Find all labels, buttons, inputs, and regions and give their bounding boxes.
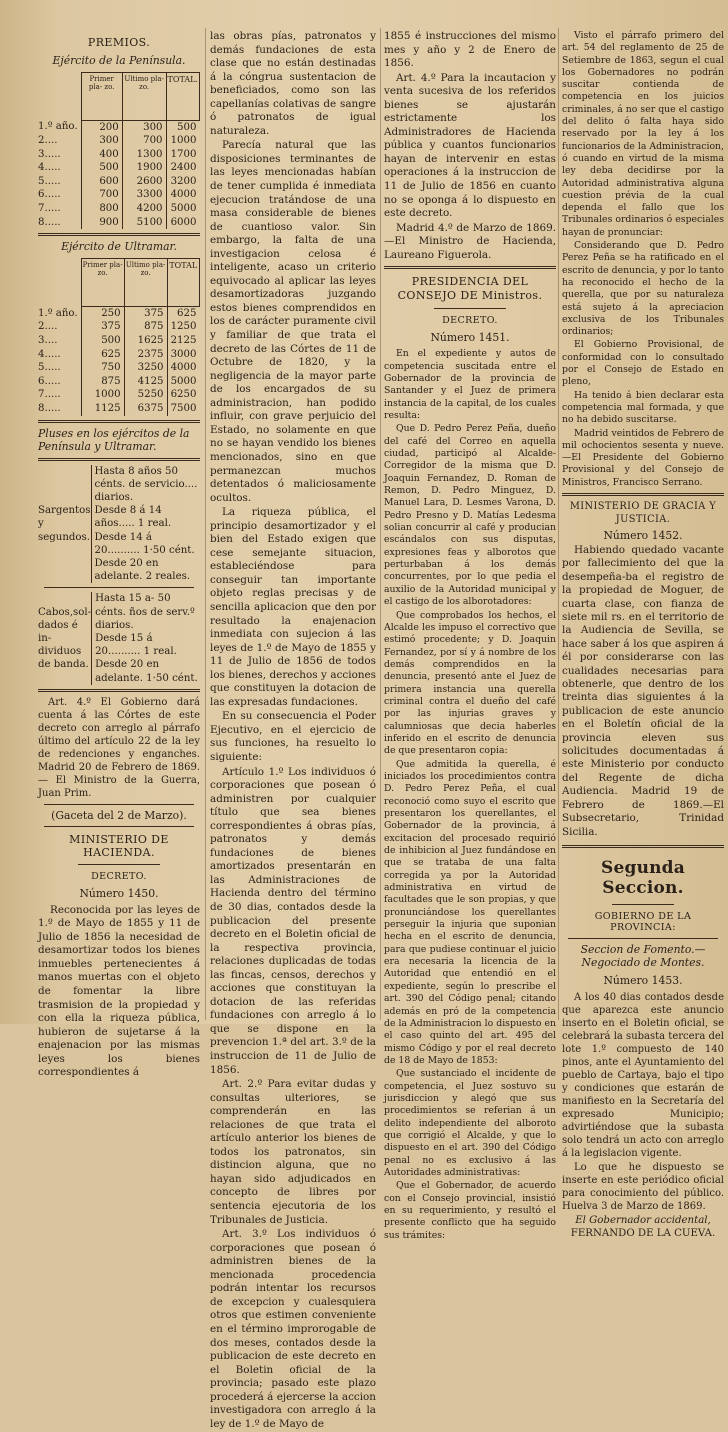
gaceta-note: (Gaceta del 2 de Marzo). [51, 808, 187, 822]
table-cell: 3000 [167, 348, 199, 362]
divider [434, 308, 506, 309]
table-cell: 3200 [166, 175, 199, 189]
paragraph: Que D. Pedro Perez Peña, dueño del café del Correo en aquella ciudad, participó al Alcalde-Corregidor de la misma que D. Joaquin Fernandez, D. Roman de Remon, D. Pedro Minguez, D. Manuel Lara, D. Lesmes Varona, D. Pedro Presno y D. Matías Ledesma solian concurrir al café y producian escándalos con sus disputas, expresiones feas y alborotos que perturbaban á los demás concurrentes, por lo que pedia el auxilio de la Autoridad municipal y el castigo de los alborotadores: [384, 423, 556, 608]
numero-1450: Número 1450. [79, 886, 159, 900]
row-label: 3.... [38, 334, 58, 346]
plus-row: Desde 15 á 20.......... 1 real. [95, 632, 177, 658]
table-row [38, 148, 200, 162]
table-cell: 375 [124, 306, 167, 320]
table-row [38, 120, 200, 134]
table-cell: 6000 [166, 216, 199, 230]
column-3 [384, 30, 556, 1243]
table-cell: 5000 [166, 202, 199, 216]
plus-row: Desde 14 á 20.......... 1·50 cént. [94, 531, 195, 556]
col-header: Ultimo pla- zo. [124, 258, 167, 306]
cabos-table [38, 592, 200, 684]
table-row [38, 188, 200, 202]
table-cell: 500 [81, 334, 124, 348]
table-cell: 875 [81, 375, 124, 389]
plus-row: Hasta 8 años 50 cénts. de servicio.... diarios. [94, 465, 198, 503]
table-cell: 900 [81, 216, 122, 230]
paragraph: Habiendo quedado vacante por fallecimiento del que la desempeña-ba el registro de la propiedad de Moguer, de cuarta clase, con fianza de siete mil rs. en el territorio de la Audiencia de Sevilla, se hace saber á los que aspiren á él por considerarse con las cualidades necesarias para obtenerle, que dentro de los treinta dias siguientes á la publicacion de este anuncio en el Boletín oficial de la provincia eleven sus solicitudes documentadas á este Ministerio por conducto del Regente de dicha Audiencia. Madrid 19 de Febrero de 1869.—El Subsecretario, Trinidad Sicilia. [562, 543, 724, 838]
row-label: 6..... [38, 189, 61, 201]
peninsula-title: Ejército de la Península. [52, 54, 186, 67]
row-label: 8..... [38, 402, 61, 414]
table-row [38, 216, 200, 230]
divider [612, 904, 674, 905]
divider [38, 689, 200, 692]
table-cell: 500 [81, 161, 122, 175]
paragraph: Que admitida la querella, é iniciados los procedimientos contra D. Pedro Perez Peña, el cual reconoció como suyo el escrito que presentaron los querellantes, el Gobernador de la provincia, á excitacion del procesado requirió de inhibicion al Juez fundándose en que se trataba de una falta corregida ya por la Autoridad administrativa en virtud de facultades que le son propias, y que pronunciándose los querellantes perseguir la injuria que suponian hecha en el escrito de denuncia, para que pudiese continuar el juicio era necesaria la licencia de la Autoridad que entendió en el expediente, según lo prescribe el art. 390 del Código penal; citando además en pró de la competencia de la Administracion lo dispuesto en el caso quinto del art. 495 del mismo Código y por el real decreto de 18 de Mayo de 1853: [384, 758, 556, 1066]
table-cell: 6375 [124, 402, 167, 416]
signature-name: FERNANDO DE LA CUEVA. [570, 1227, 716, 1239]
paragraph: La riqueza pública, el principio desamortizador y el bien del Estado exigen que cese semejante situacion, estableciéndose para conseguir tan importante objeto reglas precisas y de sencilla aplicacion que den por resultado la enajenacion inmediata con sujecion á las leyes de 1.º de Mayo de 1855 y 11 de Julio de 1856 de todos los bienes, derechos y acciones que constituyen la dotacion de las expresadas fundaciones. [210, 506, 376, 708]
divider [38, 420, 200, 423]
gobierno-heading: GOBIERNO DE LA PROVINCIA: [594, 910, 692, 933]
table-cell: 6250 [167, 388, 199, 402]
table-cell: 3300 [122, 188, 166, 202]
row-label: 4..... [38, 348, 61, 360]
table-cell: 1900 [122, 161, 166, 175]
table-cell: 1700 [166, 148, 199, 162]
table-cell: 750 [81, 361, 124, 375]
divider [44, 804, 194, 805]
ministerio-gracia-heading: MINISTERIO DE GRACIA Y JUSTICIA. [569, 500, 717, 525]
peninsula-table [38, 72, 200, 230]
decreto-heading: DECRETO. [91, 870, 147, 882]
ultramar-title: Ejército de Ultramar. [61, 240, 177, 254]
paragraph: El Gobierno Provisional, de conformidad con lo consultado por el Consejo de Estado en pleno, [562, 339, 724, 388]
divider [562, 845, 724, 848]
plus-row: Desde 8 á 14 años..... 1 real. [94, 505, 172, 530]
table-row [38, 161, 200, 175]
row-label: 7..... [38, 203, 61, 215]
col-header: Ultimo pla- zo. [122, 72, 166, 120]
col-header: TOTAL. [166, 72, 199, 120]
row-label: 8..... [38, 216, 61, 228]
table-row [38, 402, 200, 416]
paragraph: Reconocida por las leyes de 1.º de Mayo de 1855 y 11 de Julio de 1856 la necesidad de desamortizar todos los bienes inmuebles pertenecientes á manos muertas con el objeto de fomentar la libre trasmision de la propiedad y con ella la riqueza pública, hubieron de sujetarse á la enajenacion por las mismas leyes los bienes correspondientes á [38, 903, 200, 1079]
divider [44, 587, 194, 588]
paragraph: 1855 é instrucciones del mismo mes y año y 2 de Enero de 1856. [384, 30, 556, 70]
numero-1452: Número 1452. [603, 528, 683, 542]
paragraph: En su consecuencia el Poder Ejecutivo, en el ejercicio de sus funciones, ha resuelto lo siguiente: [210, 710, 376, 763]
divider [568, 938, 718, 939]
table-cell: 1000 [166, 134, 199, 148]
table-row [38, 134, 200, 148]
table-cell: 800 [81, 202, 122, 216]
table-cell: 300 [81, 134, 122, 148]
paragraph: Art. 2.º Para evitar dudas y consultas ulteriores, se comprenderán en las relaciones de que trata el artículo anterior los bienes de todos los patronatos, sin distincion alguna, que no hayan sido adjudicados en concepto de libres por sentencia ejecutoria de los Tribunales de Justicia. [210, 1078, 376, 1226]
table-cell: 200 [81, 120, 122, 134]
table-cell: 625 [167, 306, 199, 320]
divider [384, 266, 556, 269]
table-cell: 2400 [166, 161, 199, 175]
table-row [38, 202, 200, 216]
sargentos-table [38, 465, 200, 584]
column-divider [558, 28, 559, 1020]
paragraph: Visto el párrafo primero del art. 54 del reglamento de 25 de Setiembre de 1863, segun el cual los Gobernadores no podrán suscitar contienda de competencia en los juicios criminales, á no ser que el castigo del delito ó falta haya sido reservado por la ley á los funcionarios de la Administracion, ó cuando en virtud de la misma ley deba decidirse por la Autoridad administrativa alguna cuestion prévia de la cual dependa el fallo que los Tribunales ordinarios ó especiales hayan de pronunciar: [562, 30, 724, 238]
row-label: 1.º año. [38, 121, 78, 133]
paragraph: En el expediente y autos de competencia suscitada entre el Gobernador de la provincia de Santander y el Juez de primera instancia de la capital, de los cuales resulta: [384, 348, 556, 422]
row-label: 2.... [38, 321, 58, 333]
numero-1451: Número 1451. [430, 331, 510, 345]
table-cell: 5100 [122, 216, 166, 230]
row-label: 1.º año. [38, 307, 78, 319]
row-label: 5..... [38, 362, 61, 374]
paragraph: Art. 4.º Para la incautacion y venta sucesiva de los referidos bienes se ajustarán estrictamente los Administradores de Hacienda pública y cuantos funcionarios hayan de intervenir en estas operaciones á la instruccion de 11 de Julio de 1856 en cuanto no se oponga á lo dispuesto en este decreto. [384, 71, 556, 220]
table-cell: 4000 [166, 188, 199, 202]
column-1 [38, 30, 200, 1081]
paragraph: Ha tenido á bien declarar esta competencia mal formada, y que no ha debido suscitarse. [562, 389, 724, 426]
table-row [38, 175, 200, 189]
numero-1453: Número 1453. [603, 973, 683, 987]
row-label: 4..... [38, 162, 61, 174]
paragraph: Madrid 4.º de Marzo de 1869.—El Ministro de Hacienda, Laureano Figuerola. [384, 221, 556, 261]
table-cell: 300 [122, 120, 166, 134]
table-row [38, 334, 200, 348]
divider [78, 864, 160, 865]
divider [562, 493, 724, 496]
table-row [38, 306, 200, 320]
sargentos-label: Sargentos y segundos. [38, 465, 91, 584]
paragraph: Considerando que D. Pedro Perez Peña se ha ratificado en el escrito de denuncia, y por lo tanto ha reconocido el hecho de la querella, que por su naturaleza está sujeto á la apreciacion exclusiva de los Tribunales ordinarios; [562, 240, 724, 338]
signature-title: El Gobernador accidental, [575, 1214, 711, 1226]
plus-row: Desde 20 en adelante. 2 reales. [94, 557, 191, 583]
table-cell: 700 [122, 134, 166, 148]
table-cell: 250 [81, 306, 124, 320]
pluses-title: Pluses en los ejércitos de la Península y Ultramar. [38, 426, 190, 453]
column-2 [210, 30, 376, 1432]
table-cell: 4000 [167, 361, 199, 375]
table-cell: 5250 [124, 388, 167, 402]
table-row [38, 320, 200, 334]
row-label: 5..... [38, 175, 61, 187]
table-cell: 2125 [167, 334, 199, 348]
table-cell: 375 [81, 320, 124, 334]
cabos-label: Cabos,sol- dados é in- dividuos de banda. [38, 592, 92, 684]
col-header: TOTAL [167, 258, 199, 306]
table-cell: 2600 [122, 175, 166, 189]
table-cell: 700 [81, 188, 122, 202]
table-cell: 600 [81, 175, 122, 189]
paragraph: A los 40 dias contados desde que aparezca este anuncio inserto en el Boletin oficial, se celebrará la subasta tercera del lote 1.º compuesto de 140 pinos, ante el Ayuntamiento del pueblo de Cartaya, bajo el tipo y condiciones que estarán de manifiesto en la Secretaría del expresado Municipio; advirtiéndose que la subasta solo tendrá un acto con arreglo á la legislacion vigente. [562, 991, 724, 1159]
paragraph: Madrid veintidos de Febrero de mil ochocientos sesenta y nueve.—El Presidente del Gobierno Provisional y del Consejo de Ministros, Francisco Serrano. [562, 427, 724, 488]
ultramar-table [38, 258, 200, 416]
table-cell: 1250 [167, 320, 199, 334]
paragraph: Parecía natural que las disposiciones terminantes de las leyes mencionadas habían de tener cumplida é inmediata ejecucion tratándose de una masa considerable de bienes de cuantioso valor. Sin embargo, la falta de una investigacion celosa é inteligente, acaso un criterio equivocado al aplicar las leyes desamortizadoras juzgando estos bienes comprendidos en los de carácter puramente civil y familiar de que trata el decreto de las Córtes de 11 de Octubre de 1820, y la negligencia de la mayor parte de los encargados de su administracion, han podido influir, con grave perjuicio del Estado, no solamente en que no se hayan vendido los bienes mencionados, sino en que permanezcan muchos detentados ó maliciosamente ocultos. [210, 139, 376, 504]
table-cell: 1300 [122, 148, 166, 162]
table-cell: 625 [81, 348, 124, 362]
row-label: 2.... [38, 135, 58, 147]
table-row [38, 375, 200, 389]
table-cell: 1000 [81, 388, 124, 402]
column-divider [205, 28, 206, 1020]
decreto-heading: DECRETO. [442, 315, 498, 327]
premios-heading: PREMIOS. [87, 36, 151, 49]
divider [38, 233, 200, 236]
table-row [38, 388, 200, 402]
table-row [38, 348, 200, 362]
ministerio-heading: MINISTERIO DE HACIENDA. [69, 832, 169, 859]
row-label: 6..... [38, 375, 61, 387]
col-header: Primer pla- zo. [81, 72, 122, 120]
paragraph: Que sustanciado el incidente de competencia, el Juez sostuvo su jurisdiccion y alegó que sus procedimientos se referian á un delito independiente del alboroto que corrigió el Alcalde, y que lo dispuesto en el art. 390 del Código penal no es exclusivo á las Autoridades administrativas: [384, 1068, 556, 1178]
col-header: Primer pla- zo. [81, 258, 124, 306]
divider [44, 826, 194, 827]
paragraph: Artículo 1.º Los individuos ó corporaciones que posean ó administren por cualquier título que sea bienes correspondientes á obras pías, patronatos y demás fundaciones de bienes amortizados presentarán en las Administraciones de Hacienda dentro del término de 30 dias, contados desde la publicacion del presente decreto en el Boletin oficial de la respectiva provincia, relaciones duplicadas de todas las fincas, censos, derechos y acciones que constituyan la dotacion de las referidas fundaciones con arreglo á lo que se dispone en la prevencion 1.ª del art. 3.º de la instruccion de 11 de Julio de 1856. [210, 765, 376, 1076]
table-cell: 500 [166, 120, 199, 134]
divider [38, 458, 200, 461]
art4-text: Art. 4.º El Gobierno dará cuenta á las Córtes de este decreto con arreglo al párrafo último del artículo 22 de la ley de redenciones y enganches. Madrid 20 de Febrero de 1869.— El Ministro de la Guerra, Juan Prim. [38, 696, 200, 799]
table-cell: 7500 [167, 402, 199, 416]
table-cell: 2375 [124, 348, 167, 362]
table-row [38, 361, 200, 375]
table-cell: 3250 [124, 361, 167, 375]
plus-row: Desde 20 en adelante. 1·50 cént. [95, 659, 198, 684]
paragraph: las obras pías, patronatos y demás fundaciones de esta clase que no están destinadas á la cóngrua sustentacion de beneficiados, como son las capellanías colativas de sangre ó patronatos de igual naturaleza. [210, 30, 376, 137]
table-cell: 1125 [81, 402, 124, 416]
table-cell: 4125 [124, 375, 167, 389]
presidencia-heading: PRESIDENCIA DEL CONSEJO DE Ministros. [397, 275, 543, 303]
plus-row: Hasta 15 a- 50 cénts. ños de serv.º diarios. [95, 593, 195, 631]
table-cell: 875 [124, 320, 167, 334]
paragraph: Art. 3.º Los individuos ó corporaciones que posean ó administren bienes de la mencionada procedencia podrán intentar los recursos de excepcion y cualesquiera otros que estimen conveniente en el término improrogable de dos meses, contados desde la publicacion de este decreto en el Boletin oficial de la provincia; pasado este plazo procederá á ejercerse la accion investigadora con arreglo á la ley de 1.º de Mayo de [210, 1228, 376, 1430]
column-4 [562, 30, 724, 1240]
table-cell: 400 [81, 148, 122, 162]
column-divider [380, 28, 381, 1020]
paragraph: Que el Gobernador, de acuerdo con el Consejo provincial, insistió en su requerimiento, y resultó el presente conflicto que ha seguido sus trámites: [384, 1180, 556, 1241]
paragraph: Que comprobados los hechos, el Alcalde les impuso el correctivo que estimó procedente; y D. Joaquin Fernandez, por sí y á nombre de los demás comprendidos en la denuncia, presentó ante el Juez de primera instancia una querella criminal contra el dueño del café por las injurias graves y calumniosas que decia haberles inferido en el escrito de denuncia de que presentaron copia: [384, 609, 556, 757]
table-cell: 1625 [124, 334, 167, 348]
table-cell: 5000 [167, 375, 199, 389]
row-label: 7..... [38, 389, 61, 401]
segunda-seccion-heading: Segunda Seccion. [600, 857, 685, 898]
row-label: 3..... [38, 148, 61, 160]
paragraph: Lo que he dispuesto se inserte en este periódico oficial para conocimiento del público. Huelva 3 de Marzo de 1869. [562, 1161, 724, 1212]
table-cell: 4200 [122, 202, 166, 216]
fomento-heading: Seccion de Fomento.—Negociado de Montes. [580, 942, 706, 970]
